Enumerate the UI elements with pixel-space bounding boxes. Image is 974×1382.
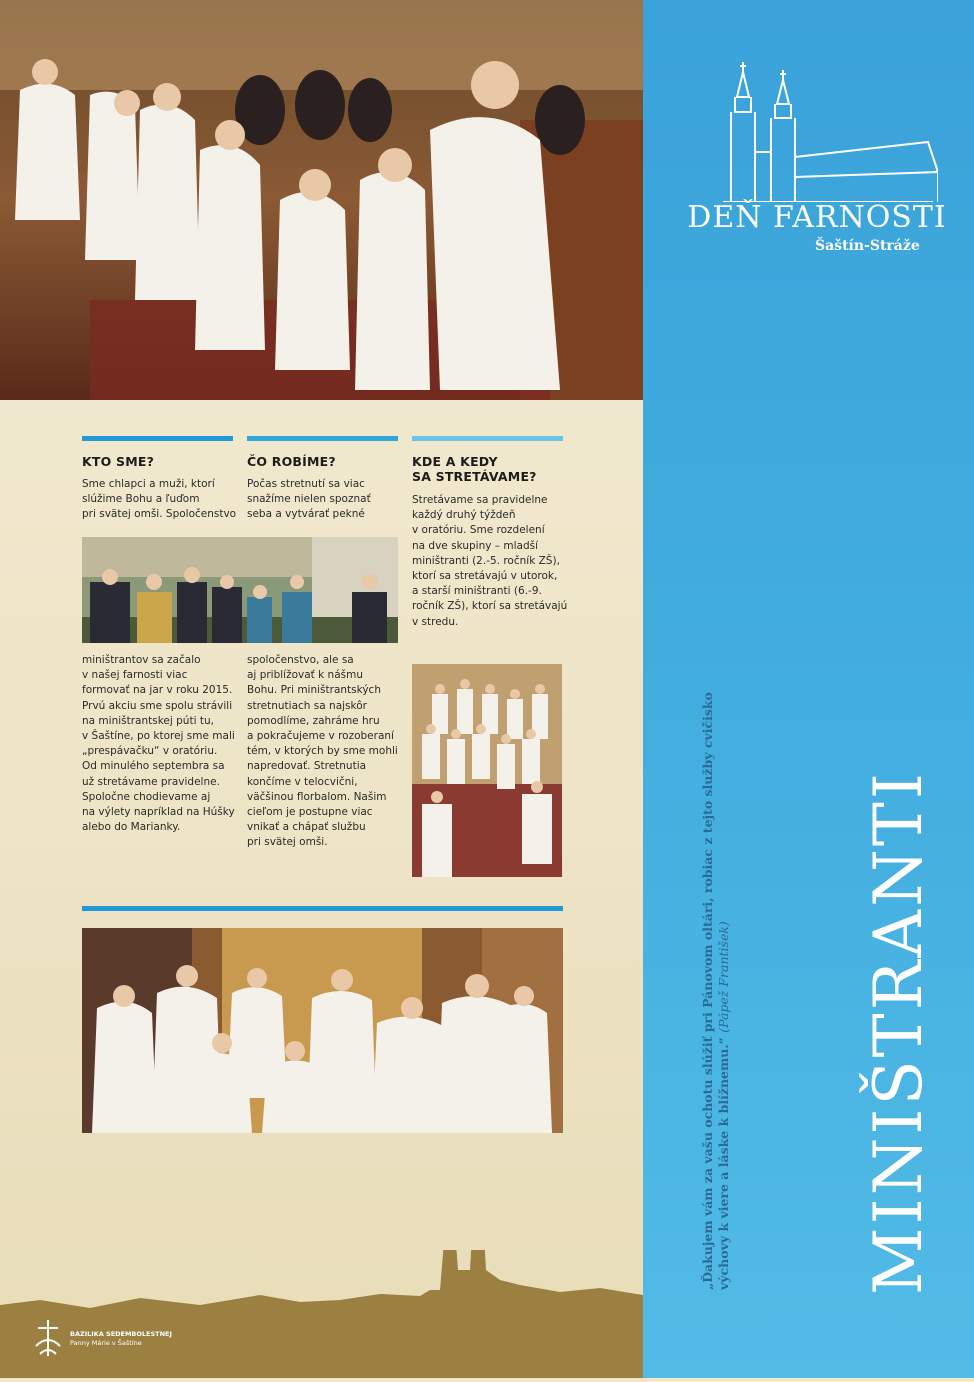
kde-a-kedy-text: Stretávame sa pravidelne každý druhý týždeň v oratóriu. Sme rozdelení na dve skupiny – mladší miništranti (2.-5. ročník ZŠ), ktorí sa stretávajú v utorok, a starší miništranti (6.-9. ročník ZŠ), ktorí sa stretávajú v stredu.	[412, 494, 568, 628]
church-outline-icon	[718, 62, 938, 202]
heading-co-robime: ČO ROBÍME?	[247, 454, 336, 469]
procession-photo	[0, 0, 643, 400]
footer-logo-text	[70, 1330, 172, 1348]
basilica-logo-icon	[32, 1316, 64, 1360]
group-church-photo	[82, 928, 563, 1133]
group-outdoor-photo	[82, 537, 398, 643]
brand-subtitle: Šaštín-Stráže	[815, 238, 920, 254]
co-robime-text-top: Počas stretnutí sa viac snažíme nielen spoznať seba a vytvárať pekné	[247, 478, 371, 521]
section-bar-2	[247, 436, 398, 441]
footer-silhouette	[0, 1250, 643, 1378]
brand-title: DEŇ FARNOSTI	[687, 200, 947, 235]
section-bar-1	[82, 436, 233, 441]
kto-sme-text-bottom: miništrantov sa začalo v našej farnosti viac formovať na jar v roku 2015. Prvú akciu sme spolu strávili na miništrantskej púti tu, v Šaštíne, po ktorej sme mali „prespávačku“ v oratóriu. Od minulého septembra sa už stretávame pravidelne. Spoločne chodievame aj na výlety napríklad na Húšky alebo do Marianky.	[82, 654, 235, 834]
footer-logo-line2: Panny Márie v Šaštíne	[70, 1339, 142, 1347]
altar-servers-photo	[412, 664, 562, 877]
banner-title: MINIŠTRANTI	[860, 770, 937, 1295]
kto-sme-text-top: Sme chlapci a muži, ktorí slúžime Bohu a ľuďom pri svätej omši. Spoločenstvo	[82, 478, 237, 521]
heading-kde-a-kedy: KDE A KEDY SA STRETÁVAME?	[412, 454, 537, 484]
footer-logo-line1: BAZILIKA SEDEMBOLESTNEJ	[70, 1330, 172, 1338]
quote-text: „Ďakujem vám za vašu ochotu slúžiť pri Pánovom oltári, robiac z tejto služby cvičisko výchovy k viere a láske k blížnemu.“	[700, 692, 731, 1290]
quote-author: (Pápež František)	[716, 921, 731, 1033]
section-bar-wide	[82, 906, 563, 911]
co-robime-text-bottom: spoločenstvo, ale sa aj priblížovať k nášmu Bohu. Pri miništrantských stretnutiach sa najskôr pomodlíme, zahráme hru a pokračujeme v rozoberaní tém, v ktorých by sme mohli napredovať. Stretnutia končíme v telocvični, väčšinou florbalom. Našim cieľom je postupne viac vnikať a chápať službu pri svätej omši.	[247, 654, 398, 849]
pope-quote	[700, 650, 732, 1290]
section-bar-3	[412, 436, 563, 441]
heading-kto-sme: KTO SME?	[82, 454, 155, 469]
